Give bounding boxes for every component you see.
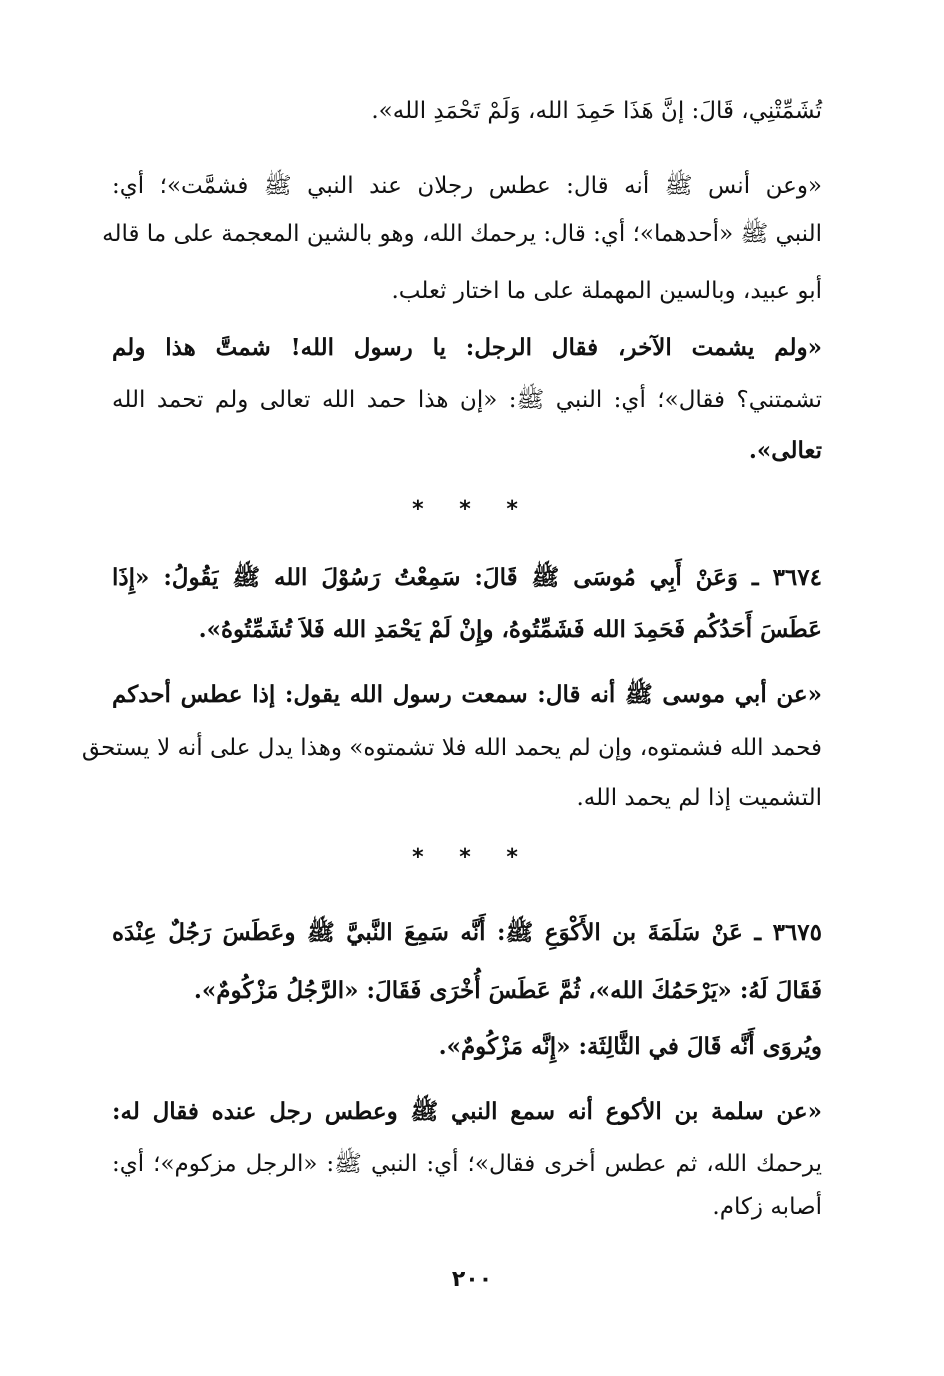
hadith-line: ٣٦٧٤ ـ وَعَنْ أَبِي مُوسَى ﷺ قَالَ: سَمِعْتُ رَسُوْلَ الله ﷺ يَقُولُ: «إِذَا: [112, 564, 822, 591]
hadith-line: ويُروَى أَنَّه قَالَ في الثَّالِثَة: «إِنَّه مَزْكُومٌ».: [438, 1033, 822, 1060]
text-line: «عن أبي موسى ﷺ أنه قال: سمعت رسول الله يقول: إذا عطس أحدكم: [112, 681, 822, 708]
text-line: تُشَمِّتْنِي، قَالَ: إنَّ هَذَا حَمِدَ الله، وَلَمْ تَحْمَدِ الله».: [371, 98, 822, 124]
text-line: «وعن أنس ﷺ أنه قال: عطس رجلان عند النبي ﷺ فشمَّت»؛ أي:: [112, 173, 822, 199]
section-separator: * * *: [412, 845, 532, 870]
hadith-line: عَطَسَ أَحَدُكُم فَحَمِدَ الله فَشَمِّتُوهُ، وإِنْ لَمْ يَحْمَدِ الله فَلاَ تُشَمِّتُوهُ».: [198, 616, 822, 643]
section-separator: * * *: [412, 497, 532, 522]
page-number: ٢٠٠: [451, 1267, 493, 1292]
text-line: أصابه زكام.: [712, 1194, 822, 1220]
hadith-line: فَقَالَ لَهُ: «يَرْحَمُكَ الله»، ثُمَّ عَطَسَ أُخْرَى فَقَالَ: «الرَّجُلُ مَزْكُومٌ».: [193, 977, 822, 1004]
text-line: تشمتني؟ فقال»؛ أي: النبي ﷺ: «إن هذا حمد الله تعالى ولم تحمد الله: [112, 387, 822, 413]
text-line: النبي ﷺ «أحدهما»؛ أي: قال: يرحمك الله، وهو بالشين المعجمة على ما قاله: [102, 221, 822, 247]
text-line: يرحمك الله، ثم عطس أخرى فقال»؛ أي: النبي ﷺ: «الرجل مزكوم»؛ أي:: [112, 1151, 822, 1177]
text-line: تعالى».: [748, 437, 822, 464]
text-line: «ولم يشمت الآخر، فقال الرجل: يا رسول الله! شمتَّ هذا ولم: [112, 334, 822, 361]
text-line: أبو عبيد، وبالسين المهملة على ما اختار ثعلب.: [391, 278, 822, 304]
hadith-line: ٣٦٧٥ ـ عَنْ سَلَمَةَ بن الأَكْوَعِ ﷺ: أَنَّه سَمِعَ النَّبيَّ ﷺ وعَطَسَ رَجُلٌ عِنْدَه: [112, 919, 822, 946]
text-line: «عن سلمة بن الأكوع أنه سمع النبي ﷺ وعطس رجل عنده فقال له:: [112, 1098, 822, 1125]
text-line: التشميت إذا لم يحمد الله.: [576, 785, 822, 811]
text-line: فحمد الله فشمتوه، وإن لم يحمد الله فلا تشمتوه» وهذا يدل على أنه لا يستحق: [81, 735, 822, 761]
